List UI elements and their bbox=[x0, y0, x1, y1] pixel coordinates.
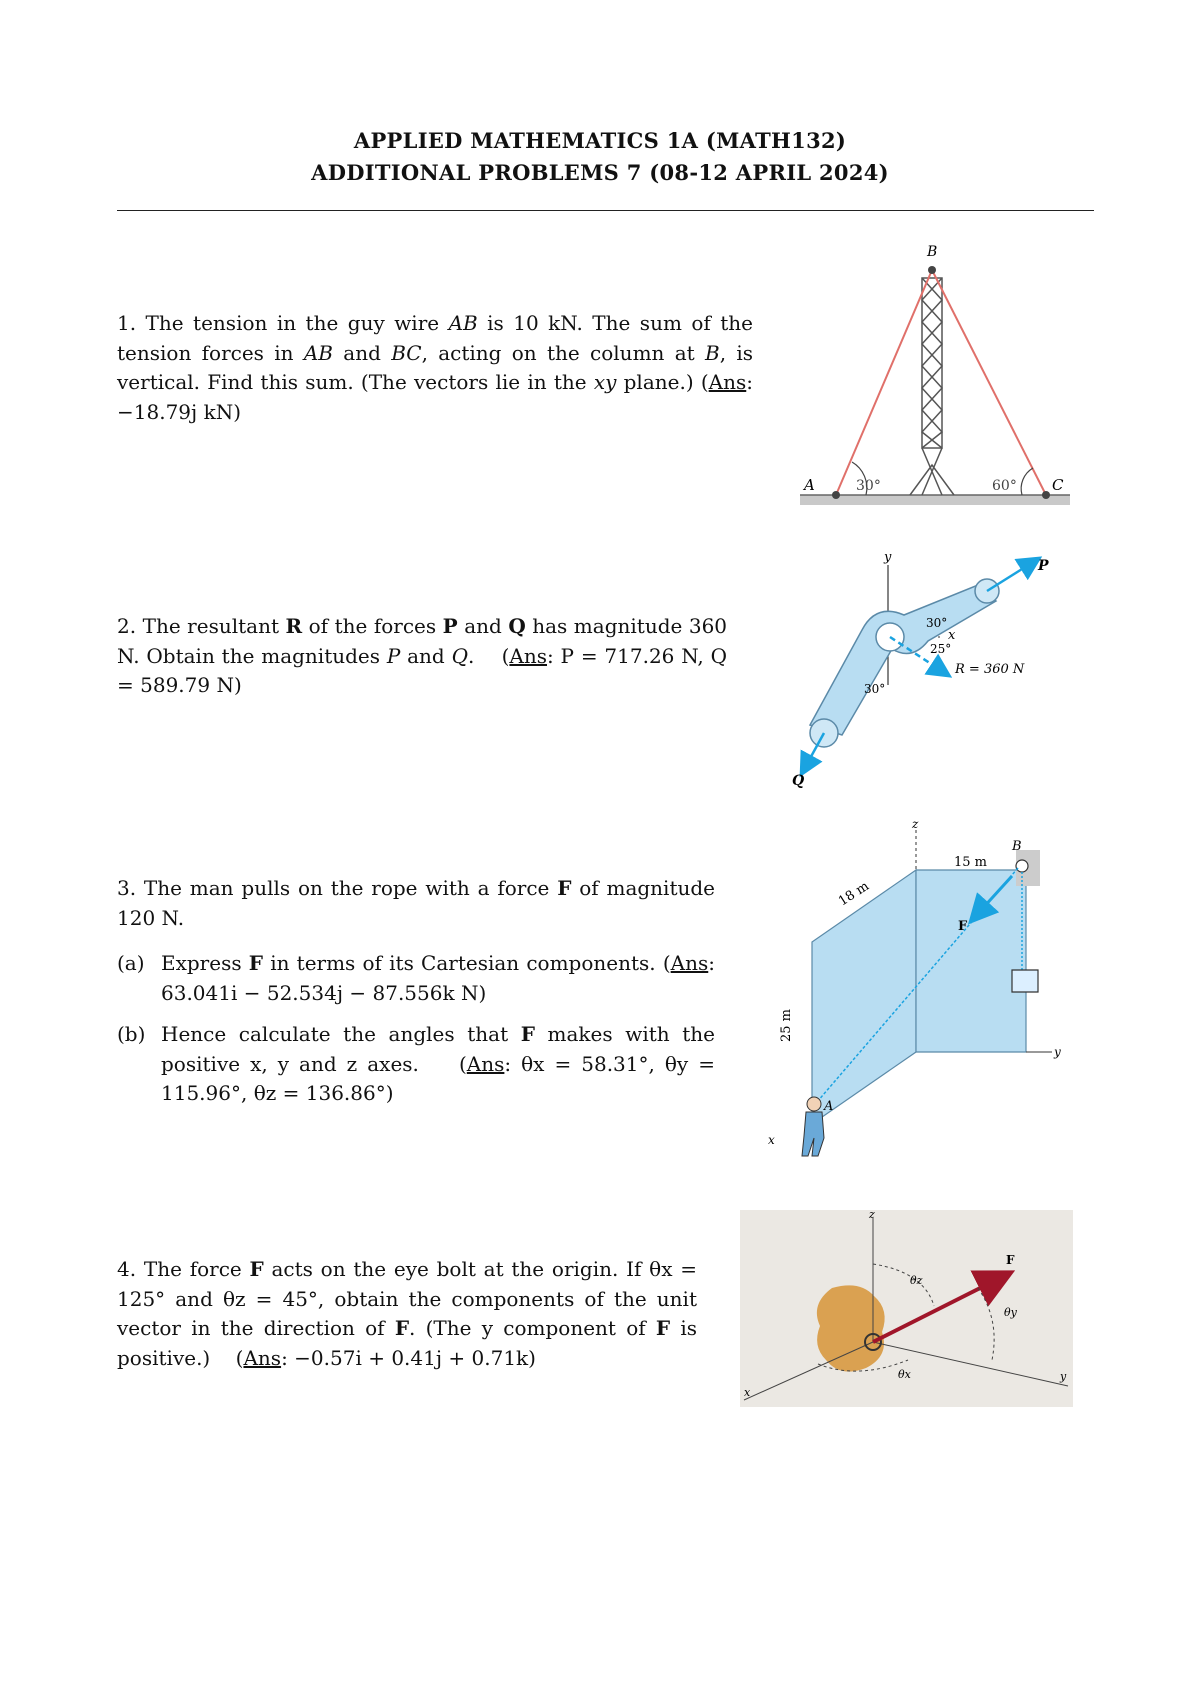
figure-wall-rope bbox=[762, 820, 1062, 1160]
figure-eye-bolt bbox=[740, 1210, 1073, 1407]
svg-text:B: B bbox=[1012, 839, 1022, 854]
svg-text:C: C bbox=[1052, 476, 1064, 494]
svg-text:18 m: 18 m bbox=[836, 878, 872, 910]
answer-2: : P = 717.26 N, Q = 589.79 N) bbox=[117, 643, 727, 697]
problem-4-number: 4. bbox=[117, 1257, 137, 1281]
svg-text:B: B bbox=[927, 244, 938, 260]
svg-text:25 m: 25 m bbox=[779, 1008, 794, 1042]
header-rule bbox=[117, 210, 1094, 211]
svg-text:θz: θz bbox=[910, 1274, 923, 1287]
stain bbox=[817, 1285, 885, 1371]
svg-text:Q: Q bbox=[792, 773, 805, 789]
svg-text:25°: 25° bbox=[930, 642, 952, 656]
svg-text:y: y bbox=[1060, 1370, 1067, 1383]
ground bbox=[800, 495, 1070, 505]
figure-bracket bbox=[780, 545, 1050, 790]
point-c bbox=[1042, 491, 1050, 499]
problem-3a: (a) Express F in terms of its Cartesian components. (Ans: 63.041i − 52.534j − 87.556k N) bbox=[117, 951, 715, 1005]
svg-text:30°: 30° bbox=[864, 682, 886, 696]
point-a bbox=[832, 491, 840, 499]
answer-3b: : θx = 58.31°, θy = 115.96°, θz = 136.86°) bbox=[161, 1051, 715, 1105]
problem-3b: (b) Hence calculate the angles that F makes with the positive x, y and z axes. (Ans: θx = 58.31°, θy = 115.96°, θz = 136.86°) bbox=[117, 1022, 716, 1105]
svg-text:F: F bbox=[958, 919, 968, 934]
problem-1-number: 1. bbox=[117, 311, 137, 335]
problem-3-number: 3. bbox=[117, 876, 137, 900]
svg-text:60°: 60° bbox=[992, 478, 1017, 494]
svg-text:x: x bbox=[744, 1386, 751, 1399]
weight-block bbox=[1012, 970, 1038, 992]
problem-4: 4. The force F acts on the eye bolt at the origin. If θx = 125° and θz = 45°, obtain the components of the unit vector in the direction of F. (The y component of F is positive.) (Ans: −0.57i + 0.41j + 0.71k) bbox=[117, 1257, 698, 1370]
svg-text:y: y bbox=[1054, 1045, 1061, 1059]
bracket-body bbox=[810, 585, 996, 735]
wall-left bbox=[812, 870, 916, 1124]
point-b bbox=[928, 266, 936, 274]
force-p-arrow bbox=[987, 559, 1038, 591]
wire-bc bbox=[932, 270, 1046, 495]
svg-text:30°: 30° bbox=[856, 478, 881, 494]
svg-text:θy: θy bbox=[1004, 1306, 1017, 1319]
figure-tower bbox=[800, 240, 1070, 515]
svg-text:y: y bbox=[884, 550, 892, 565]
wire-ab bbox=[836, 270, 932, 495]
page-title-line1: APPLIED MATHEMATICS 1A (MATH132) bbox=[353, 128, 847, 153]
page-title-line2: ADDITIONAL PROBLEMS 7 (08-12 APRIL 2024) bbox=[311, 160, 889, 185]
svg-text:x: x bbox=[948, 628, 956, 643]
svg-text:F: F bbox=[1006, 1253, 1015, 1267]
problem-1: 1. The tension in the guy wire AB is 10 kN. The sum of the tension forces in AB and BC, acting on the column at B, is vertical. Find this sum. (The vectors lie in the xy plane.) (Ans: −18.79j kN) bbox=[117, 311, 754, 424]
man-figure bbox=[802, 1097, 824, 1156]
answer-4: : −0.57i + 0.41j + 0.71k) bbox=[281, 1345, 536, 1370]
svg-text:P: P bbox=[1038, 558, 1049, 574]
wall-right bbox=[916, 870, 1026, 1052]
svg-text:15 m: 15 m bbox=[954, 855, 988, 870]
answer-label: Ans bbox=[708, 370, 747, 394]
tower-column bbox=[910, 278, 954, 495]
problem-2-number: 2. bbox=[117, 614, 137, 638]
svg-text:θx: θx bbox=[898, 1368, 911, 1381]
svg-text:A: A bbox=[824, 1099, 834, 1114]
problem-2: 2. The resultant R of the forces P and Q has magnitude 360 N. Obtain the magnitudes P and Q. (Ans: P = 717.26 N, Q = 589.79 N) bbox=[117, 614, 728, 697]
answer-1: : −18.79j kN) bbox=[117, 370, 753, 424]
svg-text:z: z bbox=[912, 820, 919, 831]
answer-label: Ans bbox=[509, 643, 547, 668]
svg-text:A: A bbox=[804, 476, 815, 494]
svg-text:x: x bbox=[768, 1133, 775, 1147]
problem-3: 3. The man pulls on the rope with a force F of magnitude 120 N. (a) Express F in terms of its Cartesian components. (Ans: 63.041i − 52.534j − 87.556k N) (b) Hence calculate the angles that F makes with the positive x, y and z axes. (Ans: θx = 58.31°, θy = 115.96°, θz = 136.86°) bbox=[117, 874, 715, 1109]
svg-text:30°: 30° bbox=[926, 616, 948, 630]
pulley-b bbox=[1016, 860, 1028, 872]
svg-text:z: z bbox=[869, 1210, 875, 1221]
svg-text:R = 360 N: R = 360 N bbox=[955, 662, 1025, 677]
answer-3a: : 63.041i − 52.534j − 87.556k N) bbox=[161, 951, 715, 1005]
